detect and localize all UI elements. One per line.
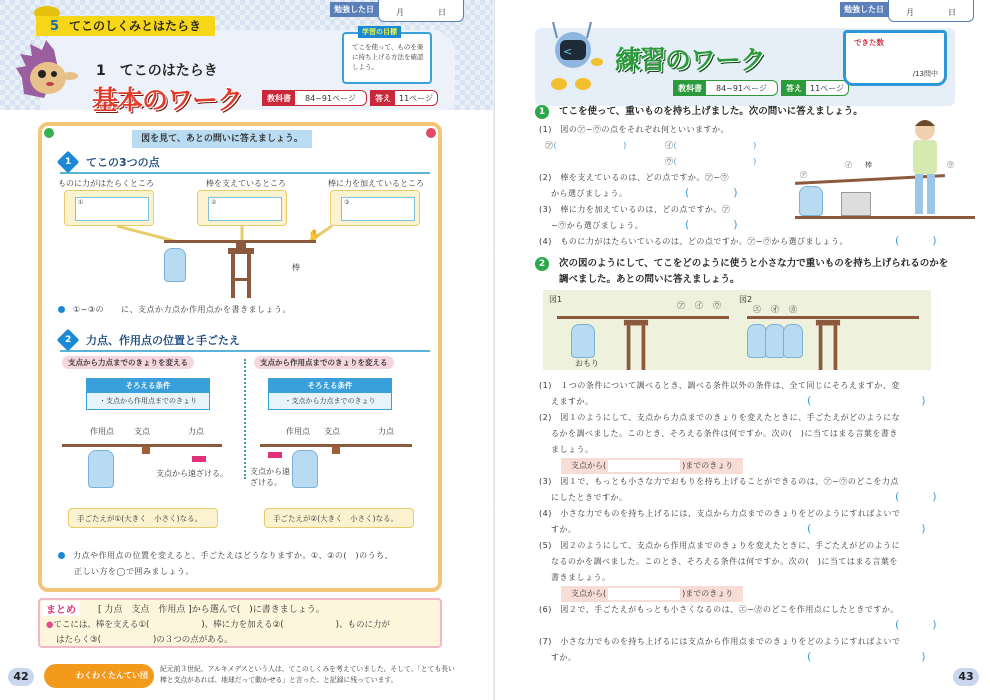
answer-box-2 xyxy=(197,190,287,226)
arrow-left-icon xyxy=(268,452,282,458)
question2-number: 2 xyxy=(535,257,549,271)
stool-icon xyxy=(623,318,649,370)
q1-2-answer[interactable]: ( ) xyxy=(685,186,738,199)
choice-options[interactable]: 大きく 小さく xyxy=(124,514,177,523)
q2-1-answer[interactable]: ( ) xyxy=(807,394,926,407)
summary-line2: はたらく③( )の３つの点がある。 xyxy=(56,635,233,645)
answer-box-3 xyxy=(330,190,420,226)
q2-item-5-line2: なるのかを調べました。このとき、そろえる条件は何ですか。次の( )に当てはまる言葉を xyxy=(551,557,898,566)
unit-title: てこのしくみとはたらき xyxy=(69,19,202,33)
trivia-text: 紀元前３世紀、アルキメデスという人は、てこのしくみを考えていました。そして、「とても長い棒と支点があれば、地球だって動かせる」と言った、と記録に残っています。 xyxy=(160,665,455,684)
label-action-point: ものに力がはたらくところ xyxy=(58,179,154,188)
q2-item-7: (7) 小さな力でものを持ち上げるには支点から作用点までのきょりをどのようにすればよいで xyxy=(539,637,901,646)
section2-number: 2 xyxy=(57,329,80,352)
answer-input-3[interactable]: ③ xyxy=(341,197,415,221)
learning-goal-book xyxy=(342,32,432,84)
score-label: できた数 xyxy=(854,38,884,47)
q1-3-answer[interactable]: ( ) xyxy=(685,218,738,231)
answer-ref xyxy=(370,90,438,106)
section1-question: ①~③の に、支点か力点か作用点かを書きましょう。 xyxy=(58,304,291,315)
fig1-label: 図1 xyxy=(549,295,563,304)
q2-5-blank[interactable] xyxy=(608,588,680,600)
page-number: 43 xyxy=(953,668,979,686)
studied-date xyxy=(330,0,464,22)
unit-number: 5 xyxy=(50,19,60,34)
day-label: 日 xyxy=(948,8,956,17)
label-fulcrum: 棒を支えているところ xyxy=(206,179,286,188)
work-title: 練習のワーク xyxy=(615,46,766,76)
summary-line1: ●てこには、棒を支える①( )、棒に力を加える②( )、ものに力が xyxy=(46,620,390,630)
robot-mascot-icon xyxy=(543,22,605,92)
fig1-point-a: ㋐ xyxy=(677,301,685,310)
fig1-point-i: ㋑ xyxy=(695,301,703,310)
left-condition-box xyxy=(86,378,210,410)
label-effort: 力点 xyxy=(188,427,204,436)
condition-text: ・支点から作用点までのきょり xyxy=(87,393,209,409)
weight-bag-icon xyxy=(799,186,823,216)
month-label: 月 xyxy=(906,8,914,17)
summary-instruction: [ 力点 支点 作用点 ]から選んで( )に書きましょう。 xyxy=(98,605,325,615)
divider-dotted xyxy=(244,359,246,479)
pin-icon xyxy=(44,128,54,138)
bar-label: 棒 xyxy=(292,263,300,272)
weight-bag-icon xyxy=(571,324,595,358)
textbook-pages: 84~91ページ xyxy=(716,83,767,93)
answer-ref xyxy=(781,80,849,96)
q1-item-2: (2) 棒を支えているのは、どの点ですか。㋐~㋒ xyxy=(539,173,730,182)
stool-icon xyxy=(228,242,254,298)
textbook-ref xyxy=(262,90,367,106)
question1-heading xyxy=(535,104,955,120)
textbook-ref xyxy=(673,80,778,96)
section2-question-line2: 正しい方を◯で囲みましょう。 xyxy=(74,567,194,576)
summary-box xyxy=(38,598,442,648)
section2-question: 力点や作用点の位置を変えると、手ごたえはどうなりますか。①、②の( )のうち、 xyxy=(58,550,393,561)
answer-input-2[interactable]: ② xyxy=(208,197,282,221)
q2-item-4-line2: すか。 xyxy=(551,525,577,534)
section2-heading xyxy=(60,332,430,352)
q2-6-answer[interactable]: ( ) xyxy=(895,618,937,631)
hedgehog-mascot-icon xyxy=(14,38,84,104)
textbook-pages: 84~91ページ xyxy=(305,93,356,103)
fig1-point-u: ㋒ xyxy=(713,301,721,310)
q1-item-1: (1) 図の㋐~㋒の点をそれぞれ何といいますか。 xyxy=(539,125,730,134)
right-experiment-tag: 支点から作用点までのきょりを変える xyxy=(254,356,394,369)
weight-bag-icon xyxy=(88,450,114,488)
work-title: 基本のワーク xyxy=(92,86,243,116)
lesson-title: 1 てこのはたらき xyxy=(96,63,218,79)
q2-item-3: (3) 図１で、もっとも小さな力でおもりを持ち上げることができるのは、㋐~㋒のどこを力点 xyxy=(539,477,899,486)
answer-input-1[interactable]: ① xyxy=(75,197,149,221)
question2-text: 次の図のようにして、てこをどのように使うと小さな力で重いものを持ち上げられるのかを調べました。あとの問いに答えましょう。 xyxy=(559,258,949,285)
weight-bag-icon xyxy=(783,324,803,358)
answer-pages: 11ページ xyxy=(399,93,434,103)
q2-2-blank[interactable] xyxy=(608,460,680,472)
q2-2-fill: 支点から( )までのきょり xyxy=(561,458,743,474)
move-note: 支点から遠ざける。 xyxy=(156,469,228,478)
ground-line xyxy=(795,216,975,219)
q2-figure-panel xyxy=(543,290,931,370)
section1-number: 1 xyxy=(57,151,80,174)
q2-item-1-line2: えますか。 xyxy=(551,397,594,406)
stool-icon xyxy=(815,318,841,370)
fig2-label: 図2 xyxy=(739,295,753,304)
label-effort: 力点 xyxy=(378,427,394,436)
point-a-label: ㋐ xyxy=(800,171,807,179)
label-effort-point: 棒に力を加えているところ xyxy=(328,179,424,188)
basic-work-frame xyxy=(38,122,442,592)
q2-item-4: (4) 小さな力でものを持ち上げるには、支点から力点までのきょりをどのようにすればよいで xyxy=(539,509,901,518)
left-answer-bubble: 手ごたえが①(大きく 小さく)なる。 xyxy=(68,508,218,528)
section1-heading xyxy=(60,154,430,174)
q2-5-fill: 支点から( )までのきょり xyxy=(561,586,743,602)
block-icon xyxy=(841,192,871,216)
pin-icon xyxy=(426,128,436,138)
bar-label: 棒 xyxy=(865,161,872,169)
right-page xyxy=(495,0,990,700)
q1-item-2-line2: から選びましょう。 xyxy=(551,189,628,198)
answer-pages: 11ページ xyxy=(810,83,845,93)
weight-bag-icon xyxy=(292,450,318,488)
fulcrum-icon xyxy=(332,446,340,454)
q1-answer-a: ㋐( ) xyxy=(545,141,627,150)
move-note: 支点から遠ざける。 xyxy=(250,467,290,487)
goal-tag: 学習の目標 xyxy=(358,26,401,38)
weight-bag-icon xyxy=(765,324,785,358)
label-fulcrum: 支点 xyxy=(134,427,150,436)
score-book xyxy=(843,30,947,86)
choice-options[interactable]: 大きく 小さく xyxy=(320,514,373,523)
q1-item-4: (4) ものに力がはたらいているのは、どの点ですか。㋐~㋒から選びましょう。 xyxy=(539,237,849,246)
studied-date xyxy=(840,0,974,22)
answer-label: 答え xyxy=(371,91,395,105)
q1-answer-u: ㋒( ) xyxy=(665,157,757,166)
condition-text: ・支点から力点までのきょり xyxy=(269,393,391,409)
weight-bag-icon xyxy=(747,324,767,358)
q2-item-6: (6) 図２で、手ごたえがもっとも小さくなるのは、㋓~㋕のどこを作用点にしたときですか。 xyxy=(539,605,899,614)
textbook-label: 教科書 xyxy=(674,81,706,95)
q2-item-2-line2: るかを調べました。このとき、そろえる条件は何ですか。次の( )に当てはまる言葉を書き xyxy=(551,429,898,438)
right-condition-box xyxy=(268,378,392,410)
point-i-label: ㋑ xyxy=(845,161,852,169)
weight-label: おもり xyxy=(575,359,599,368)
fig2-point-ka: ㋕ xyxy=(789,305,797,314)
q2-item-3-line2: にしたときですか。 xyxy=(551,493,628,502)
q1-answer-i: ㋑( ) xyxy=(665,141,757,150)
hand-icon: ✋ xyxy=(308,230,321,241)
point-u-label: ㋒ xyxy=(947,161,954,169)
svg-text:<: < xyxy=(563,45,573,58)
q1-item-3-line2: ~㋒から選びましょう。 xyxy=(551,221,644,230)
textbook-label: 教科書 xyxy=(263,91,295,105)
fig2-point-e: ㋓ xyxy=(753,305,761,314)
studied-date-field[interactable] xyxy=(888,0,974,22)
arrow-right-icon xyxy=(192,456,206,462)
q2-item-1: (1) １つの条件について調べるとき、調べる条件以外の条件は、全て同じにそろえますか、変 xyxy=(539,381,900,390)
boy-figure-icon xyxy=(905,118,945,218)
q2-item-7-line2: すか。 xyxy=(551,653,577,662)
label-action: 作用点 xyxy=(286,427,310,436)
fig2-point-o: ㋔ xyxy=(771,305,779,314)
q2-item-5: (5) 図２のようにして、支点から作用点までのきょりを変えたときに、手ごたえがどのように xyxy=(539,541,901,550)
answer-label: 答え xyxy=(782,81,806,95)
condition-header: そろえる条件 xyxy=(87,379,209,393)
q2-item-5-line3: 書きましょう。 xyxy=(551,573,611,582)
summary-tag: まとめ xyxy=(42,601,80,616)
tantei-badge: わくわくたんてい団 xyxy=(44,664,154,688)
studied-date-label: 勉強した日 xyxy=(330,2,378,17)
label-action: 作用点 xyxy=(90,427,114,436)
unit-tag xyxy=(36,16,215,36)
q2-4-answer[interactable]: ( ) xyxy=(807,522,926,535)
question2-heading xyxy=(535,256,955,288)
fulcrum-icon xyxy=(142,446,150,454)
instruction-banner: 図を見て、あとの問いに答えましょう。 xyxy=(132,130,312,148)
q1-item-3: (3) 棒に力を加えているのは、どの点ですか。㋐ xyxy=(539,205,731,214)
month-label: 月 xyxy=(396,8,404,17)
question1-number: 1 xyxy=(535,105,549,119)
question1-text: てこを使って、重いものを持ち上げました。次の問いに答えましょう。 xyxy=(559,106,863,117)
q2-7-answer[interactable]: ( ) xyxy=(807,650,926,663)
section2-title: 力点、作用点の位置と手ごたえ xyxy=(86,334,240,347)
studied-date-field[interactable] xyxy=(378,0,464,22)
page-number: 42 xyxy=(8,668,34,686)
goal-text: てこを使って、ものを楽に持ち上げる方法を確認しよう。 xyxy=(352,43,424,71)
q2-item-2-line3: ましょう。 xyxy=(551,445,594,454)
q1-4-answer[interactable]: ( ) xyxy=(895,234,937,247)
section1-title: てこの3つの点 xyxy=(86,156,160,169)
studied-date-label: 勉強した日 xyxy=(840,2,888,17)
weight-bag-icon xyxy=(164,248,186,282)
right-answer-bubble: 手ごたえが②(大きく 小さく)なる。 xyxy=(264,508,414,528)
q2-3-answer[interactable]: ( ) xyxy=(895,490,937,503)
q2-item-2: (2) 図１のようにして、支点から力点までのきょりを変えたときに、手ごたえがどのようにな xyxy=(539,413,901,422)
left-experiment-tag: 支点から力点までのきょりを変える xyxy=(62,356,194,369)
score-total: /13問中 xyxy=(912,70,938,78)
condition-header: そろえる条件 xyxy=(269,379,391,393)
answer-box-1 xyxy=(64,190,154,226)
day-label: 日 xyxy=(438,8,446,17)
label-fulcrum: 支点 xyxy=(324,427,340,436)
